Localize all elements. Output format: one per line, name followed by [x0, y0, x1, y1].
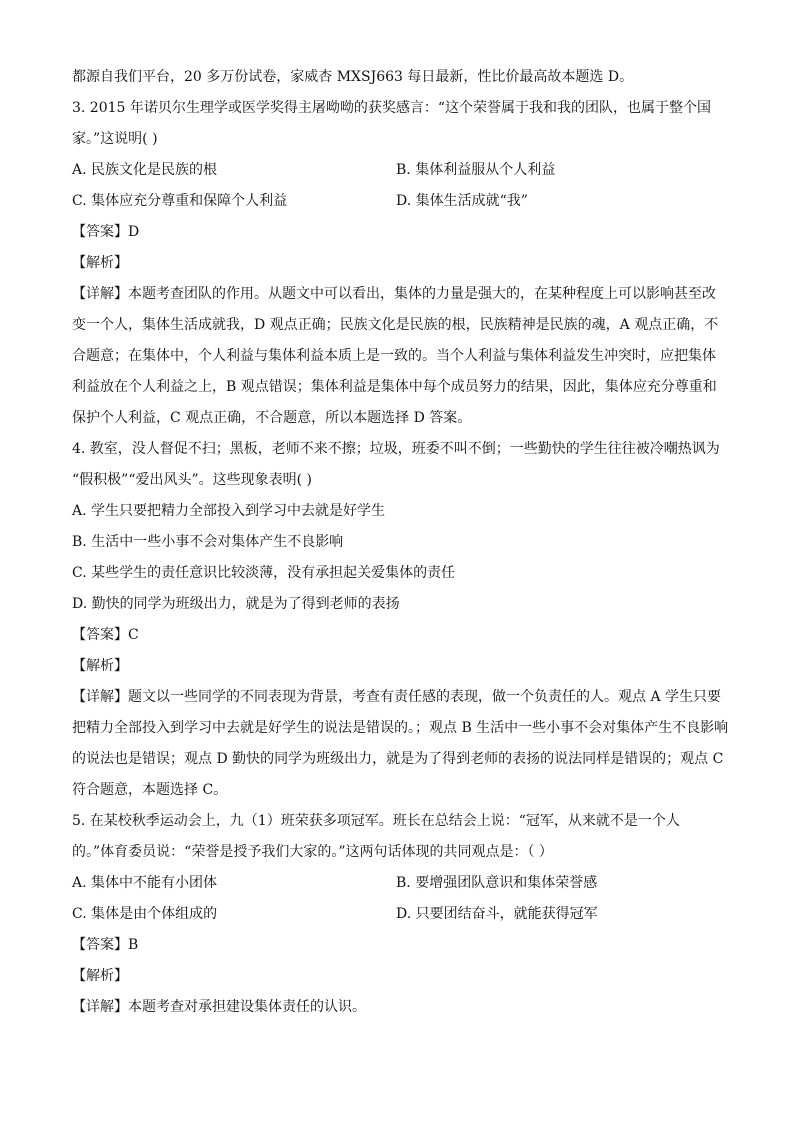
q3-analysis-label: 【解析】 [72, 255, 128, 271]
q3-detail-line-5: 保护个人利益，C 观点正确，不合题意，所以本题选择 D 答案。 [72, 410, 472, 426]
q3-answer: 【答案】D [72, 224, 140, 240]
q3-stem-line-1: 3. 2015 年诺贝尔生理学或医学奖得主屠呦呦的获奖感言：“这个荣誉属于我和我的团队，也属于整个国 [72, 100, 712, 116]
q4-detail-line-4: 符合题意，本题选择 C。 [72, 782, 228, 798]
q4-option-a: A. 学生只要把精力全部投入到学习中去就是好学生 [72, 503, 386, 519]
q4-detail-line-1: 【详解】题文以一些同学的不同表现为背景，考查有责任感的表现，做一个负责任的人。观点 A 学生只要 [72, 689, 722, 705]
q4-detail-line-3: 的说法也是错误；观点 D 勤快的同学为班级出力，就是为了得到老师的表扬的说法同样是错误的；观点 C [72, 751, 724, 767]
q3-option-a: A. 民族文化是民族的根 [72, 162, 218, 178]
q4-option-b: B. 生活中一些小事不会对集体产生不良影响 [72, 534, 344, 550]
q3-detail-line-4: 利益放在个人利益之上，B 观点错误；集体利益是集体中每个成员努力的结果，因此，集体应充分尊重和 [72, 379, 717, 395]
q5-stem-line-1: 5. 在某校秋季运动会上，九（1）班荣获多项冠军。班长在总结会上说：“冠军，从来就不是一个人 [72, 813, 680, 829]
q5-options-row-2 [72, 899, 732, 930]
q5-stem-line-2: 的。”体育委员说：“荣誉是授予我们大家的。”这两句话体现的共同观点是：（ ） [72, 844, 553, 860]
q5-option-b: B. 要增强团队意识和集体荣誉感 [396, 875, 598, 891]
q4-answer: 【答案】C [72, 627, 139, 643]
q3-option-c: C. 集体应充分尊重和保障个人利益 [72, 193, 288, 209]
q4-option-d: D. 勤快的同学为班级出力，就是为了得到老师的表扬 [72, 596, 400, 612]
q5-options-row-1 [72, 868, 732, 899]
q4-stem-line-1: 4. 教室，没人督促不扫；黑板，老师不来不擦；垃圾，班委不叫不倒；一些勤快的学生往往被冷嘲热讽为 [72, 441, 720, 457]
q3-detail-line-2: 变一个人，集体生活成就我，D 观点正确；民族文化是民族的根，民族精神是民族的魂，A 观点正确，不 [72, 317, 719, 333]
q3-detail-line-3: 合题意；在集体中，个人利益与集体利益本质上是一致的。当个人利益与集体利益发生冲突时，应把集体 [72, 348, 716, 364]
q5-option-c: C. 集体是由个体组成的 [72, 906, 218, 922]
q3-options-row-2 [72, 186, 732, 217]
q4-stem-line-2: “假积极”“爱出风头”。这些现象表明( ) [72, 472, 313, 488]
q4-detail-line-2: 把精力全部投入到学习中去就是好学生的说法是错误的。；观点 B 生活中一些小事不会对集体产生不良影响 [72, 720, 729, 736]
q4-option-c: C. 某些学生的责任意识比较淡薄，没有承担起关爱集体的责任 [72, 565, 456, 581]
q3-options-row-1 [72, 155, 732, 186]
q5-answer: 【答案】B [72, 937, 139, 953]
question-4 [72, 434, 732, 806]
q3-option-d: D. 集体生活成就“我” [396, 193, 528, 209]
q5-analysis-label: 【解析】 [72, 968, 128, 984]
question-3 [72, 93, 732, 434]
q3-detail-line-1: 【详解】本题考查团队的作用。从题文中可以看出，集体的力量是强大的，在某种程度上可以影响甚至改 [72, 286, 716, 302]
q5-option-d: D. 只要团结奋斗，就能获得冠军 [396, 906, 598, 922]
question-5 [72, 806, 732, 1023]
intro-line: 都源自我们平台，20 多万份试卷，家威杏 MXSJ663 每日最新，性比价最高故本题选 D。 [72, 69, 634, 85]
q4-analysis-label: 【解析】 [72, 658, 128, 674]
q3-option-b: B. 集体利益服从个人利益 [396, 162, 556, 178]
q5-option-a: A. 集体中不能有小团体 [72, 875, 218, 891]
q3-stem-line-2: 家。”这说明( ) [72, 131, 158, 147]
document-page [72, 62, 732, 1023]
q5-detail-line-1: 【详解】本题考查对承担建设集体责任的认识。 [72, 999, 366, 1015]
